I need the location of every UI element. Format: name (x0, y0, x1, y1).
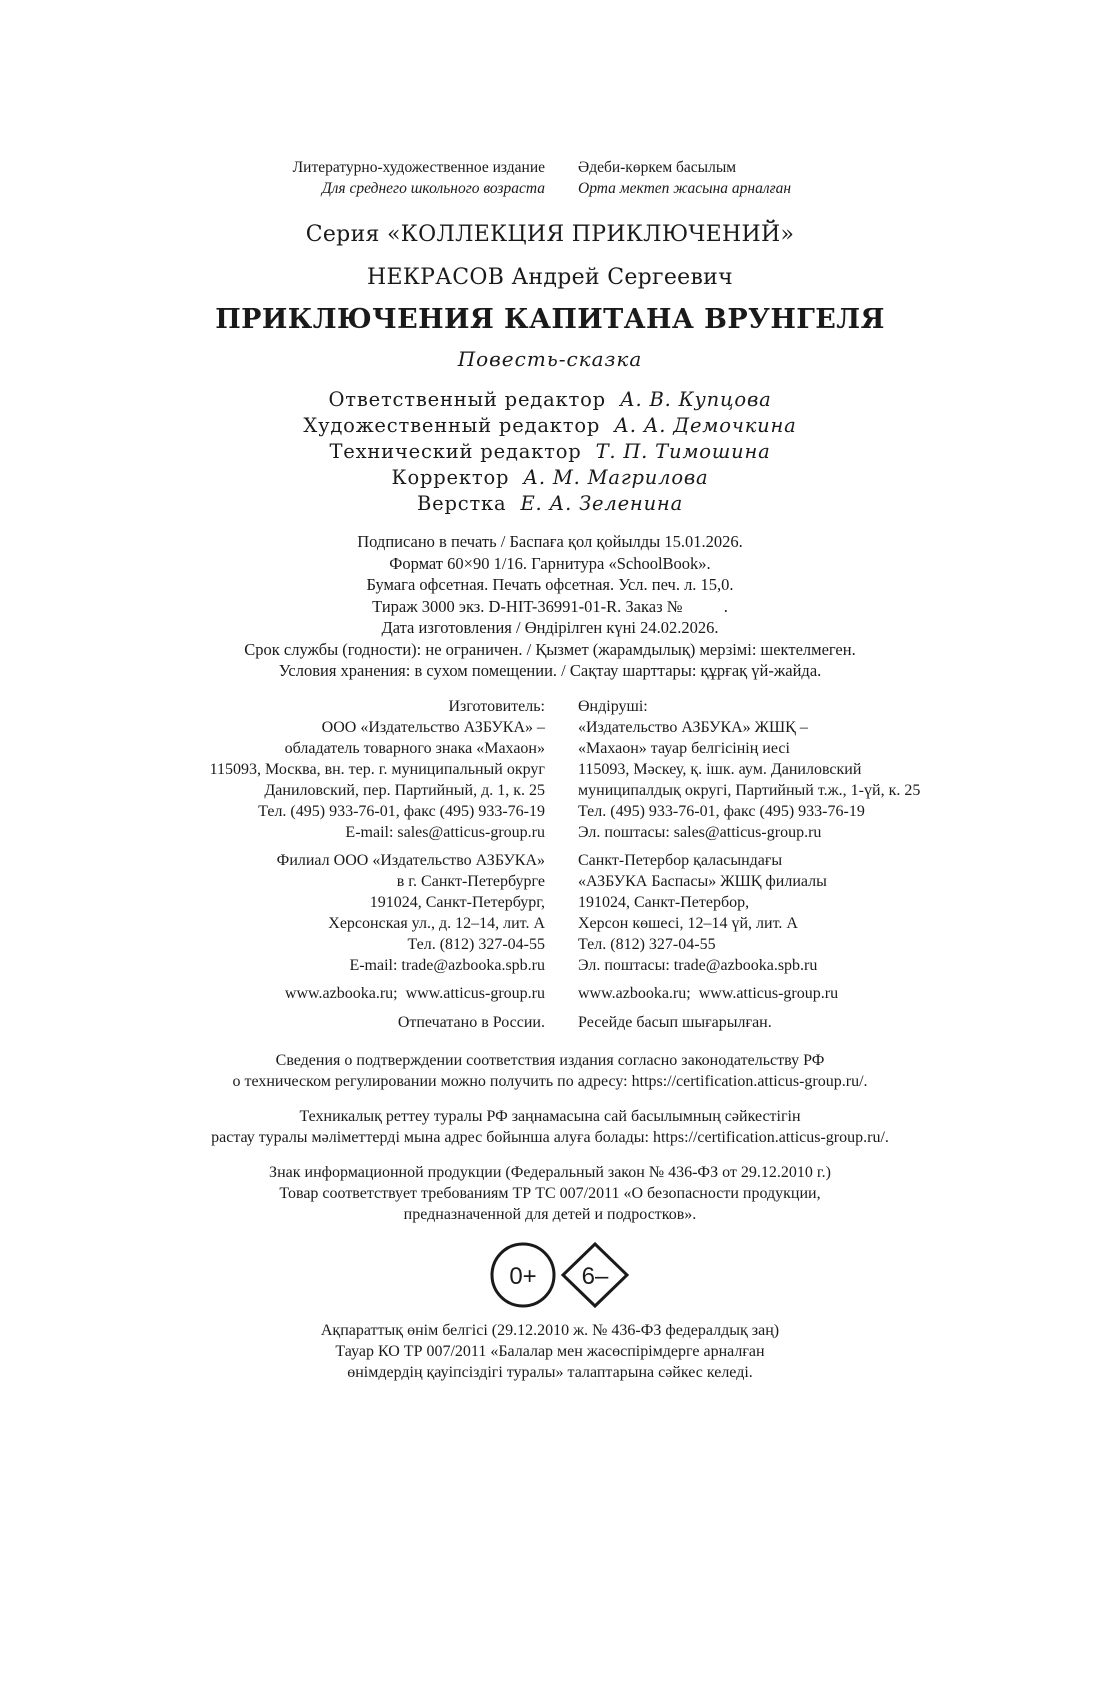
address-line: Херсонская ул., д. 12–14, лит. А (328, 915, 545, 932)
edition-type-kz (578, 157, 791, 199)
address-line: ООО «Издательство АЗБУКА» – (321, 719, 545, 736)
manufacturer-ru (210, 696, 545, 843)
age-diamond-icon (563, 1244, 627, 1306)
edition-type-label: Литературно-художественное издание (292, 159, 545, 176)
address-line: E-mail: sales@atticus-group.ru (345, 824, 545, 841)
address-line: Тел. (495) 933-76-01, факс (495) 933-76-19 (258, 803, 545, 820)
address-line: 191024, Санкт-Петербор, (578, 894, 750, 911)
sign-line: өнімдердің қауіпсіздігі туралы» талаптарына сәйкес келеді. (347, 1364, 753, 1381)
spec-line: Формат 60×90 1/16. Гарнитура «SchoolBook». (389, 553, 711, 573)
staff-name: А. В. Купцова (619, 388, 772, 411)
edition-type-label-kz: Әдеби-көркем басылым (578, 159, 737, 176)
info-sign-kz (0, 1320, 1100, 1383)
address-line: Херсон көшесі, 12–14 үй, лит. А (578, 915, 798, 932)
certification-ru (0, 1050, 1100, 1092)
printed-kz: Ресейде басып шығарылған. (578, 1014, 772, 1031)
staff-role: Верстка (417, 492, 507, 515)
staff-name: Т. П. Тимошина (595, 440, 771, 463)
staff-role: Технический редактор (329, 440, 582, 463)
edition-type-ru (293, 157, 545, 199)
address-line: Тел. (812) 327-04-55 (407, 936, 545, 953)
branch-kz (578, 850, 827, 976)
address-line: Даниловский, пер. Партийный, д. 1, к. 25 (264, 782, 545, 799)
address-line: Филиал ООО «Издательство АЗБУКА» (276, 852, 545, 869)
address-line: в г. Санкт-Петербурге (396, 873, 545, 890)
branch-ru (277, 850, 545, 976)
spec-line: Дата изготовления / Өндірілген күні 24.02.2026. (381, 618, 719, 637)
spec-line: Условия хранения: в сухом помещении. / Сақтау шарттары: құрғақ үй-жайда. (278, 661, 822, 680)
manufacturer-kz (578, 696, 920, 843)
address-line: 191024, Санкт-Петербург, (369, 894, 545, 911)
address-line: 115093, Мәскеу, қ. ішк. аум. Даниловский (578, 761, 862, 778)
website-links[interactable]: www.azbooka.ru; www.atticus-group.ru (284, 985, 545, 1002)
cert-line: Сведения о подтверждении соответствия издания согласно законодательству РФ (275, 1052, 825, 1069)
sign-line: Товар соответствует требованиям ТР ТС 007/2011 «О безопасности продукции, (279, 1185, 821, 1202)
staff-role: Корректор (391, 466, 510, 489)
address-line: «Махаон» тауар белгісінің иесі (578, 740, 790, 757)
staff-row (0, 439, 1100, 465)
book-subtitle: Повесть-сказка (457, 347, 643, 371)
website-links[interactable]: www.azbooka.ru; www.atticus-group.ru (578, 985, 839, 1002)
age-circle-icon (492, 1244, 554, 1306)
address-line: Өндіруші: (578, 698, 648, 715)
staff-row (0, 465, 1100, 491)
spec-line: Срок службы (годности): не ограничен. / Қызмет (жарамдылық) мерзімі: шектелмеген. (244, 639, 856, 659)
age-diamond-label: 6– (581, 1263, 609, 1290)
sign-line: Ақпараттық өнім белгісі (29.12.2010 ж. № 436-ФЗ федералдық заң) (320, 1322, 780, 1339)
sign-line: предназначенной для детей и подростков». (403, 1206, 697, 1223)
cert-line: о техническом регулировании можно получить по адресу: https://certification.atticus-group.ru/. (232, 1073, 868, 1090)
spec-line: Подписано в печать / Баспаға қол қойылды 15.01.2026. (357, 532, 743, 551)
address-line: Тел. (812) 327-04-55 (578, 936, 716, 953)
staff-name: А. А. Демочкина (614, 414, 797, 437)
staff-role: Ответственный редактор (328, 388, 606, 411)
staff-list (0, 387, 1100, 517)
certification-kz (0, 1106, 1100, 1148)
websites-kz (578, 983, 838, 1004)
staff-row (0, 491, 1100, 517)
staff-row (0, 387, 1100, 413)
address-line: муниципалдық округі, Партийный т.ж., 1-үй, к. 25 (578, 782, 921, 799)
age-group-label: Для среднего школьного возраста (321, 180, 545, 197)
address-line: Изготовитель: (448, 698, 545, 715)
author-name: НЕКРАСОВ Андрей Сергеевич (367, 265, 733, 290)
sign-line: Тауар КО ТР 007/2011 «Балалар мен жасөспірімдерге арналған (335, 1343, 765, 1360)
sign-line: Знак информационной продукции (Федеральный закон № 436-ФЗ от 29.12.2010 г.) (269, 1164, 831, 1181)
staff-name: Е. А. Зеленина (520, 492, 683, 515)
series-title: Серия «КОЛЛЕКЦИЯ ПРИКЛЮЧЕНИЙ» (305, 222, 795, 247)
address-line: обладатель товарного знака «Махаон» (284, 740, 545, 757)
book-title: ПРИКЛЮЧЕНИЯ КАПИТАНА ВРУНГЕЛЯ (215, 304, 885, 335)
cert-line: растау туралы мәліметтерді мына адрес бойынша алуға болады: https://certification.atticus-group.ru/. (211, 1129, 889, 1146)
age-group-label-kz: Орта мектеп жасына арналған (578, 180, 792, 197)
printed-ru: Отпечатано в России. (397, 1014, 545, 1031)
staff-name: А. М. Магрилова (523, 466, 709, 489)
address-line: «АЗБУКА Баспасы» ЖШҚ филиалы (578, 873, 827, 890)
staff-row (0, 413, 1100, 439)
print-specs (0, 531, 1100, 682)
cert-line: Техникалық реттеу туралы РФ заңнамасына сай басылымның сәйкестігін (299, 1108, 801, 1125)
address-line: Эл. поштасы: trade@azbooka.spb.ru (578, 957, 818, 974)
spec-line: Бумага офсетная. Печать офсетная. Усл. печ. л. 15,0. (366, 575, 734, 594)
address-line: Санкт-Петербор қаласындағы (578, 852, 783, 869)
address-line: Тел. (495) 933-76-01, факс (495) 933-76-19 (578, 803, 865, 820)
staff-role: Художественный редактор (303, 414, 601, 437)
age-circle-label: 0+ (509, 1263, 537, 1290)
websites-ru (285, 983, 545, 1004)
age-rating-signs (490, 1242, 630, 1312)
address-line: Эл. поштасы: sales@atticus-group.ru (578, 824, 822, 841)
address-line: 115093, Москва, вн. тер. г. муниципальный округ (209, 761, 545, 778)
info-sign-ru (0, 1162, 1100, 1225)
address-line: E-mail: trade@azbooka.spb.ru (349, 957, 545, 974)
address-line: «Издательство АЗБУКА» ЖШҚ – (578, 719, 808, 736)
spec-line: Тираж 3000 экз. D-HIT-36991-01-R. Заказ № . (372, 596, 728, 616)
